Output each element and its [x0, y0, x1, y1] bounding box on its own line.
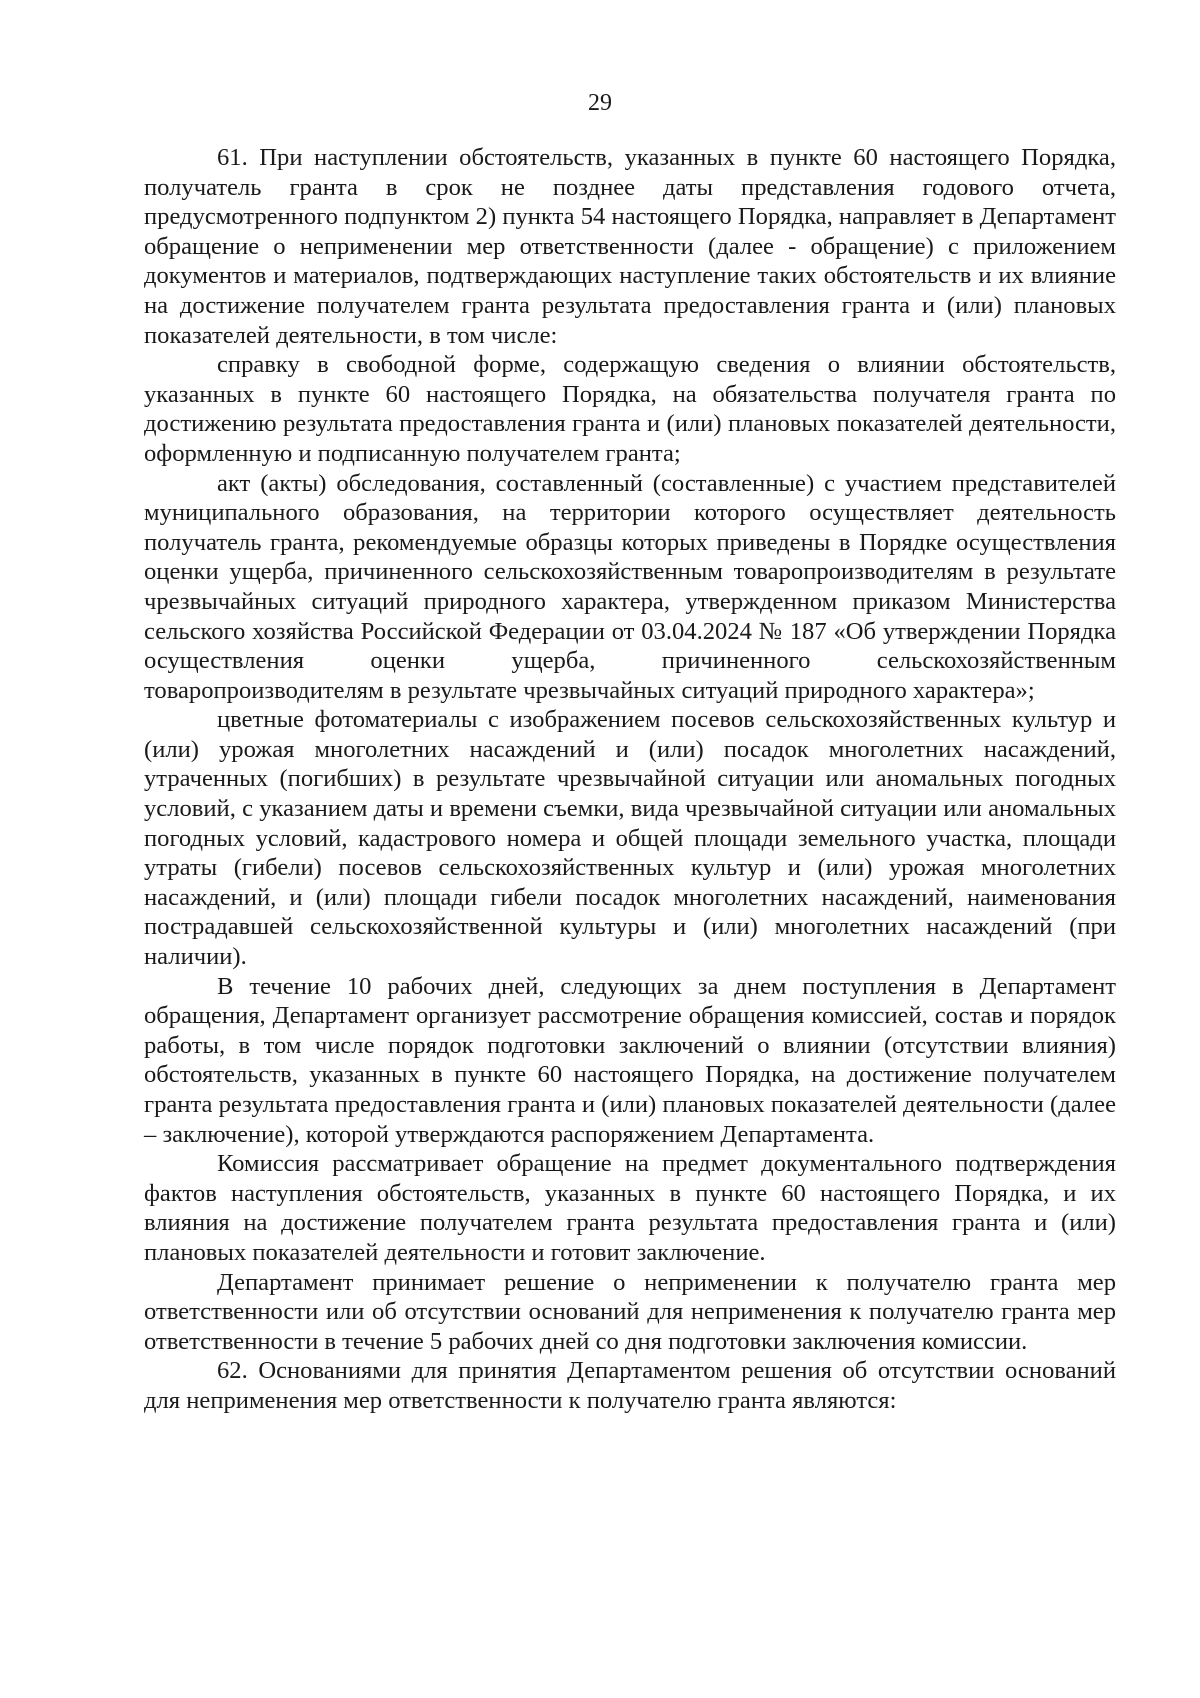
paragraph-commission-review: Комиссия рассматривает обращение на предмет документального подтверждения фактов наступления обстоятельств, указанных в пункте 60 настоящего Порядка, и их влияния на достижение получателем гранта результата предоставления гранта и (или) плановых показателей деятельности и готовит заключение.	[144, 1150, 1116, 1266]
paragraph-review-period: В течение 10 рабочих дней, следующих за днем поступления в Департамент обращения, Департамент организует рассмотрение обращения комиссией, состав и порядок работы, в том числе порядок подготовки заключений о влиянии (отсутствии влияния) обстоятельств, указанных в пункте 60 настоящего Порядка, на достижение получателем гранта результата предоставления гранта и (или) плановых показателей деятельности (далее – заключение), которой утверждаются распоряжением Департамента.	[144, 972, 1116, 1148]
page-number: 29	[588, 90, 612, 116]
paragraph-color-photos: цветные фотоматериалы с изображением посевов сельскохозяйственных культур и (или) урожая многолетних насаждений и (или) посадок многолетних насаждений, утраченных (погибших) в результате чрезвычайной ситуации или аномальных погодных условий, с указанием даты и времени съемки, вида чрезвычайной ситуации или аномальных погодных условий, кадастрового номера и общей площади земельного участка, площади утраты (гибели) посевов сельскохозяйственных культур и (или) урожая многолетних насаждений, и (или) площади гибели посадок многолетних насаждений, наименования пострадавшей сельскохозяйственной культуры и (или) многолетних насаждений (при наличии).	[144, 706, 1116, 971]
document-body	[144, 143, 1116, 1416]
paragraph-62-grounds: 62. Основаниями для принятия Департаментом решения об отсутствии оснований для неприменения мер ответственности к получателю гранта являются:	[144, 1357, 1116, 1414]
paragraph-61-intro: 61. При наступлении обстоятельств, указанных в пункте 60 настоящего Порядка, получатель гранта в срок не позднее даты представления годового отчета, предусмотренного подпунктом 2) пункта 54 настоящего Порядка, направляет в Департамент обращение о неприменении мер ответственности (далее - обращение) с приложением документов и материалов, подтверждающих наступление таких обстоятельств и их влияние на достижение получателем гранта результата предоставления гранта и (или) плановых показателей деятельности, в том числе:	[144, 144, 1116, 349]
paragraph-free-form-certificate: справку в свободной форме, содержащую сведения о влиянии обстоятельств, указанных в пункте 60 настоящего Порядка, на обязательства получателя гранта по достижению результата предоставления гранта и (или) плановых показателей деятельности, оформленную и подписанную получателем гранта;	[144, 351, 1116, 467]
paragraph-department-decision: Департамент принимает решение о неприменении к получателю гранта мер ответственности или об отсутствии оснований для неприменения к получателю гранта мер ответственности в течение 5 рабочих дней со дня подготовки заключения комиссии.	[144, 1268, 1116, 1355]
paragraph-inspection-act: акт (акты) обследования, составленный (составленные) с участием представителей муниципального образования, на территории которого осуществляет деятельность получатель гранта, рекомендуемые образцы которых приведены в Порядке осуществления оценки ущерба, причиненного сельскохозяйственным товаропроизводителям в результате чрезвычайных ситуаций природного характера, утвержденном приказом Министерства сельского хозяйства Российской Федерации от 03.04.2024 № 187 «Об утверждении Порядка осуществления оценки ущерба, причиненного сельскохозяйственным товаропроизводителям в результате чрезвычайных ситуаций природного характера»;	[144, 469, 1116, 704]
